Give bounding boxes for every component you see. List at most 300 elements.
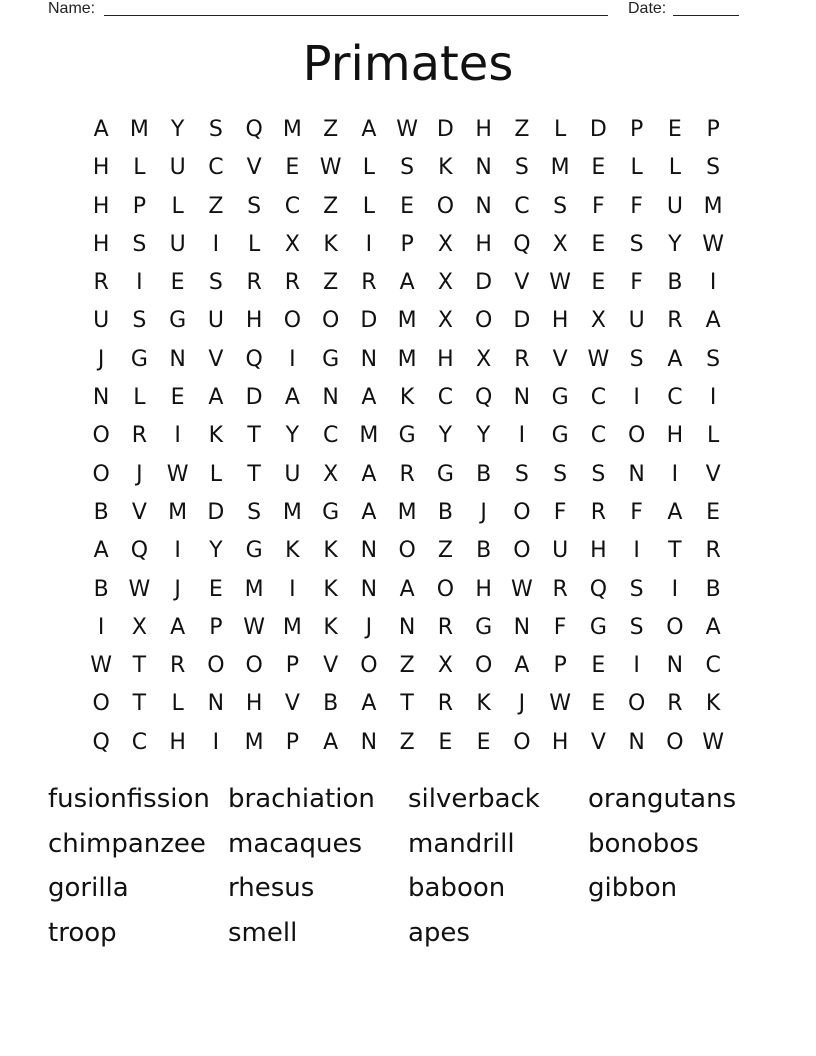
grid-letter: M — [282, 117, 302, 142]
grid-letter: Y — [668, 231, 682, 257]
grid-letter: H — [551, 308, 569, 334]
grid-letter: G — [322, 499, 340, 525]
grid-letter: D — [207, 499, 225, 525]
grid-letter: A — [208, 385, 224, 411]
grid-letter: B — [476, 538, 492, 564]
grid-letter: A — [705, 308, 721, 334]
grid-letter: E — [400, 193, 415, 219]
grid-letter: O — [283, 308, 302, 334]
grid-letter: S — [132, 231, 147, 257]
grid-letter: O — [92, 461, 110, 487]
grid-letter: S — [706, 155, 721, 181]
grid-letter: D — [360, 308, 378, 334]
grid-letter: N — [475, 193, 492, 219]
grid-letter: E — [285, 155, 300, 181]
grid-letter: L — [362, 155, 375, 181]
word-list-item: fusionfission — [48, 784, 210, 814]
grid-letter: M — [397, 308, 417, 334]
grid-letter: R — [437, 614, 454, 640]
grid-letter: M — [244, 576, 264, 602]
word-list-item: apes — [408, 918, 470, 949]
grid-letter: H — [475, 231, 492, 257]
word-list-item: smell — [228, 918, 298, 949]
grid-letter: P — [285, 729, 300, 755]
grid-letter: Z — [399, 729, 415, 755]
grid-letter: A — [284, 385, 300, 411]
grid-letter: Y — [285, 423, 300, 449]
grid-letter: X — [476, 346, 492, 372]
grid-letter: H — [590, 538, 607, 564]
grid-letter: X — [590, 308, 606, 334]
name-blank-line — [104, 15, 608, 16]
grid-letter: A — [361, 117, 377, 142]
grid-letter: F — [630, 270, 643, 296]
grid-letter: L — [133, 385, 146, 411]
grid-letter: E — [591, 653, 606, 679]
grid-letter: I — [289, 346, 296, 372]
grid-letter: R — [93, 270, 109, 296]
grid-letter: G — [245, 538, 263, 564]
grid-letter: A — [361, 461, 377, 487]
grid-letter: M — [359, 423, 379, 449]
grid-letter: R — [437, 691, 454, 717]
grid-letter: A — [93, 117, 109, 142]
word-list-item: bonobos — [588, 828, 699, 859]
grid-letter: T — [400, 691, 414, 717]
grid-letter: C — [208, 155, 224, 181]
grid-letter: S — [629, 576, 644, 602]
grid-letter: F — [630, 499, 643, 525]
grid-letter: N — [475, 155, 492, 181]
grid-letter: X — [284, 231, 300, 257]
grid-letter: Q — [92, 729, 110, 755]
grid-letter: G — [551, 423, 569, 449]
grid-letter: L — [668, 155, 681, 181]
grid-letter: U — [284, 461, 301, 487]
grid-letter: V — [246, 155, 262, 181]
grid-letter: A — [399, 270, 415, 296]
grid-letter: O — [207, 653, 225, 679]
grid-letter: N — [322, 385, 339, 411]
grid-letter: R — [246, 270, 262, 296]
grid-letter: U — [93, 308, 110, 334]
grid-letter: A — [399, 576, 415, 602]
word-list-item: gibbon — [588, 873, 678, 904]
page-title: Primates — [302, 36, 514, 92]
grid-letter: S — [208, 270, 223, 296]
grid-letter: Z — [208, 193, 224, 219]
grid-letter: C — [590, 423, 607, 449]
grid-letter: U — [169, 231, 186, 257]
grid-letter: P — [132, 193, 147, 219]
grid-letter: K — [438, 155, 453, 181]
grid-letter: W — [510, 576, 533, 602]
grid-letter: K — [323, 576, 338, 602]
grid-letter: V — [208, 346, 224, 372]
grid-letter: M — [703, 193, 723, 219]
grid-letter: J — [480, 499, 487, 525]
grid-letter: I — [633, 538, 640, 564]
grid-letter: N — [666, 653, 684, 679]
grid-letter: I — [212, 231, 220, 257]
grid-letter: L — [706, 423, 720, 449]
grid-letter: N — [169, 346, 186, 372]
grid-letter: K — [323, 231, 338, 257]
grid-letter: S — [132, 308, 147, 334]
grid-letter: C — [590, 385, 607, 411]
grid-letter: Z — [323, 193, 339, 219]
grid-letter: P — [553, 653, 567, 679]
grid-letter: I — [671, 461, 679, 487]
grid-letter: A — [667, 346, 683, 372]
grid-letter: A — [361, 691, 377, 717]
grid-letter: E — [438, 729, 453, 755]
grid-letter: Z — [399, 653, 415, 679]
grid-letter: B — [93, 576, 109, 602]
grid-letter: C — [705, 653, 721, 679]
word-list-item: troop — [48, 918, 117, 949]
grid-letter: S — [629, 346, 644, 372]
grid-letter: F — [553, 614, 567, 640]
grid-letter: A — [361, 385, 377, 411]
grid-letter: P — [209, 614, 223, 640]
grid-letter: N — [628, 729, 645, 755]
grid-letter: Z — [323, 270, 339, 296]
grid-letter: H — [666, 423, 684, 449]
grid-letter: O — [398, 538, 416, 564]
grid-letter: O — [666, 614, 684, 640]
grid-letter: L — [133, 155, 146, 181]
grid-letter: G — [551, 385, 569, 411]
grid-letter: O — [513, 538, 531, 564]
grid-letter: I — [709, 385, 717, 411]
grid-letter: N — [207, 691, 225, 717]
grid-letter: I — [671, 576, 679, 602]
grid-letter: K — [323, 538, 338, 564]
grid-letter: O — [436, 576, 455, 602]
grid-letter: I — [136, 270, 143, 296]
grid-letter: Y — [476, 423, 491, 449]
grid-letter: L — [630, 155, 643, 181]
grid-letter: U — [207, 308, 224, 334]
grid-letter: C — [667, 385, 683, 411]
grid-letter: X — [437, 231, 453, 257]
grid-letter: W — [587, 346, 610, 372]
grid-letter: Q — [589, 576, 608, 602]
grid-letter: S — [706, 346, 721, 372]
word-list-item: macaques — [228, 828, 363, 859]
grid-letter: E — [591, 691, 606, 717]
grid-letter: O — [513, 499, 531, 525]
grid-letter: J — [174, 576, 181, 602]
grid-letter: E — [476, 729, 491, 755]
grid-letter: A — [667, 499, 683, 525]
grid-letter: X — [552, 231, 568, 257]
grid-letter: E — [591, 270, 606, 296]
grid-letter: O — [360, 653, 378, 679]
grid-letter: P — [400, 231, 414, 257]
grid-letter: Q — [513, 231, 531, 257]
grid-letter: T — [132, 653, 147, 679]
grid-letter: C — [131, 729, 148, 755]
grid-letter: B — [705, 576, 721, 602]
grid-letter: G — [589, 614, 607, 640]
grid-letter: N — [92, 385, 110, 411]
grid-letter: Z — [514, 117, 530, 142]
grid-letter: E — [667, 117, 682, 142]
grid-letter: C — [284, 193, 301, 219]
grid-letter: L — [553, 117, 567, 142]
date-blank-line — [673, 15, 739, 16]
grid-letter: R — [131, 423, 148, 449]
grid-letter: M — [129, 117, 149, 142]
grid-letter: Y — [438, 423, 453, 449]
grid-letter: N — [360, 346, 378, 372]
grid-letter: S — [591, 461, 606, 487]
grid-letter: A — [361, 499, 377, 525]
grid-letter: K — [285, 538, 300, 564]
grid-letter: Q — [245, 117, 263, 142]
grid-letter: L — [171, 193, 184, 219]
grid-letter: W — [90, 653, 112, 679]
grid-letter: K — [705, 691, 721, 717]
grid-letter: B — [437, 499, 453, 525]
grid-letter: W — [702, 231, 724, 257]
grid-letter: M — [168, 499, 188, 525]
grid-letter: C — [322, 423, 339, 449]
grid-letter: R — [399, 461, 415, 487]
grid-letter: M — [244, 729, 264, 755]
grid-letter: S — [553, 193, 568, 219]
grid-letter: M — [282, 614, 302, 640]
grid-letter: A — [323, 729, 339, 755]
grid-letter: M — [397, 499, 417, 525]
grid-letter: X — [323, 461, 339, 487]
grid-letter: O — [666, 729, 684, 755]
grid-letter: S — [400, 155, 415, 181]
grid-letter: J — [365, 614, 373, 640]
grid-letter: J — [136, 461, 143, 487]
grid-letter: Q — [474, 385, 493, 411]
grid-letter: O — [321, 308, 340, 334]
grid-letter: R — [284, 270, 301, 296]
grid-letter: U — [666, 193, 683, 219]
grid-letter: O — [474, 308, 493, 334]
grid-letter: C — [514, 193, 530, 219]
grid-letter: I — [289, 576, 296, 602]
grid-letter: R — [705, 538, 721, 564]
grid-letter: W — [319, 155, 342, 181]
grid-letter: V — [131, 499, 147, 525]
grid-letter: P — [706, 117, 720, 142]
grid-letter: N — [360, 729, 378, 755]
grid-letter: N — [360, 576, 378, 602]
grid-letter: V — [552, 346, 568, 372]
grid-letter: C — [437, 385, 454, 411]
grid-letter: E — [170, 385, 185, 411]
grid-letter: L — [247, 231, 261, 257]
grid-letter: S — [247, 499, 262, 525]
grid-letter: N — [398, 614, 416, 640]
word-list-item: orangutans — [588, 784, 737, 814]
grid-letter: K — [208, 423, 224, 449]
grid-letter: S — [553, 461, 568, 487]
grid-letter: P — [629, 117, 644, 142]
grid-letter: I — [174, 538, 181, 564]
grid-letter: E — [170, 270, 185, 296]
grid-letter: D — [436, 117, 454, 142]
grid-letter: Q — [245, 346, 263, 372]
word-list — [48, 778, 768, 957]
grid-letter: X — [437, 308, 453, 334]
grid-letter: R — [169, 653, 186, 679]
grid-letter: V — [590, 729, 606, 755]
grid-letter: H — [475, 117, 492, 142]
grid-letter: I — [709, 270, 717, 296]
grid-letter: O — [627, 423, 646, 449]
worksheet-header — [48, 0, 740, 20]
grid-letter: I — [633, 653, 640, 679]
grid-letter: S — [514, 155, 529, 181]
grid-letter: E — [706, 499, 721, 525]
grid-letter: J — [97, 346, 105, 372]
grid-letter: T — [668, 538, 682, 564]
grid-letter: W — [396, 117, 418, 142]
word-list-item: baboon — [408, 873, 506, 904]
grid-letter: G — [398, 423, 416, 449]
grid-letter: T — [247, 423, 261, 449]
grid-letter: D — [513, 308, 531, 334]
grid-letter: X — [437, 653, 453, 679]
grid-letter: N — [513, 614, 531, 640]
grid-letter: U — [552, 538, 569, 564]
grid-letter: M — [397, 346, 417, 372]
grid-letter: S — [514, 461, 529, 487]
grid-letter: S — [208, 117, 223, 142]
grid-letter: I — [633, 385, 640, 411]
grid-letter: Q — [130, 538, 149, 564]
grid-letter: H — [92, 155, 110, 181]
grid-letter: G — [475, 614, 493, 640]
grid-letter: H — [475, 576, 492, 602]
grid-letter: V — [705, 461, 721, 487]
grid-letter: O — [92, 423, 110, 449]
grid-letter: G — [436, 461, 454, 487]
grid-letter: R — [667, 308, 683, 334]
grid-letter: W — [128, 576, 151, 602]
word-list-item: silverback — [408, 784, 540, 814]
grid-letter: W — [702, 729, 724, 755]
grid-letter: A — [705, 614, 721, 640]
grid-letter: L — [209, 461, 222, 487]
grid-letter: R — [667, 691, 683, 717]
grid-letter: U — [628, 308, 645, 334]
grid-letter: N — [628, 461, 645, 487]
grid-letter: G — [322, 346, 340, 372]
grid-letter: B — [667, 270, 683, 296]
grid-letter: O — [627, 691, 646, 717]
grid-letter: H — [92, 231, 110, 257]
name-label: Name: — [48, 0, 96, 17]
grid-letter: B — [476, 461, 492, 487]
grid-letter: I — [212, 729, 220, 755]
word-list-item: rhesus — [228, 873, 315, 904]
grid-letter: W — [166, 461, 189, 487]
grid-letter: Z — [323, 117, 339, 142]
grid-letter: R — [590, 499, 607, 525]
grid-letter: G — [169, 308, 187, 334]
grid-letter: W — [549, 691, 571, 717]
grid-letter: Z — [437, 538, 453, 564]
grid-letter: O — [92, 691, 110, 717]
grid-letter: S — [247, 193, 262, 219]
grid-letter: N — [360, 538, 378, 564]
grid-letter: V — [514, 270, 530, 296]
grid-letter: E — [591, 155, 606, 181]
grid-letter: F — [630, 193, 643, 219]
grid-letter: W — [549, 270, 571, 296]
grid-letter: S — [629, 231, 644, 257]
grid-letter: H — [169, 729, 186, 755]
grid-letter: M — [282, 499, 302, 525]
date-label: Date: — [628, 0, 667, 17]
grid-letter: J — [518, 691, 526, 717]
grid-letter: H — [551, 729, 569, 755]
grid-letter: N — [513, 385, 531, 411]
grid-letter: A — [93, 538, 109, 564]
grid-letter: O — [513, 729, 531, 755]
grid-letter: X — [437, 270, 453, 296]
grid-letter: H — [92, 193, 110, 219]
grid-letter: I — [365, 231, 373, 257]
grid-letter: L — [362, 193, 375, 219]
word-list-item: brachiation — [228, 784, 375, 814]
word-list-item: chimpanzee — [48, 828, 206, 859]
grid-letter: U — [169, 155, 186, 181]
grid-letter: H — [245, 691, 263, 717]
grid-letter: Y — [170, 117, 185, 142]
letter-grid — [82, 111, 732, 762]
grid-letter: R — [361, 270, 377, 296]
grid-letter: H — [437, 346, 454, 372]
grid-letter: P — [285, 653, 300, 679]
grid-letter: R — [552, 576, 568, 602]
grid-letter: R — [514, 346, 530, 372]
grid-letter: L — [171, 691, 184, 717]
grid-letter: O — [245, 653, 263, 679]
grid-letter: V — [323, 653, 339, 679]
grid-letter: H — [245, 308, 263, 334]
grid-letter: T — [247, 461, 261, 487]
grid-letter: T — [132, 691, 147, 717]
grid-letter: F — [592, 193, 605, 219]
grid-letter: V — [284, 691, 300, 717]
grid-letter: I — [518, 423, 526, 449]
grid-letter: D — [589, 117, 607, 142]
grid-letter: S — [629, 614, 644, 640]
grid-letter: G — [130, 346, 148, 372]
word-list-item: gorilla — [48, 873, 129, 904]
grid-letter: B — [93, 499, 109, 525]
word-list-item: mandrill — [408, 828, 515, 859]
grid-letter: A — [170, 614, 186, 640]
grid-letter: W — [243, 614, 265, 640]
grid-letter: E — [591, 231, 606, 257]
grid-letter: A — [514, 653, 530, 679]
grid-letter: E — [208, 576, 223, 602]
grid-letter: K — [399, 385, 415, 411]
grid-letter: D — [475, 270, 493, 296]
